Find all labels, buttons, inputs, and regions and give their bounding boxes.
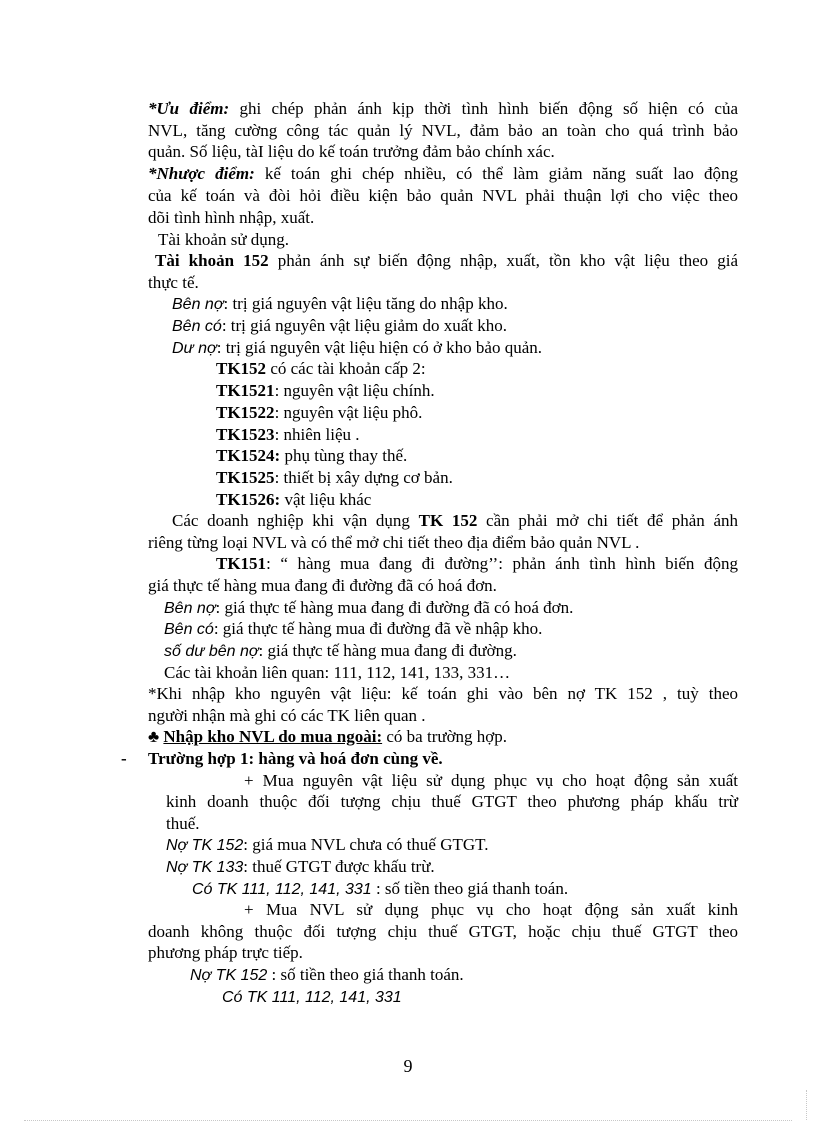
disadvantage-line-1: [148, 163, 738, 184]
journal-account: Nợ TK 152: [166, 837, 244, 854]
case-1-title: Trường hợp 1: hàng và hoá đơn cùng về.: [148, 749, 443, 768]
tk151-debit: [164, 597, 573, 619]
sub-account-item: [216, 358, 426, 379]
item-1-line-1: + Mua nguyên vật liệu sử dụng phục vụ cho hoạt động sản xuất: [244, 771, 738, 790]
journal-entry: [166, 834, 489, 856]
tk152-balance-label: Dư nợ: [172, 340, 217, 357]
disadvantage-line-3: dõi tình hình nhập, xuất.: [148, 208, 315, 227]
journal-text: : số tiền theo giá thanh toán.: [371, 879, 569, 898]
sub-account-item: [216, 489, 371, 510]
tk151-code: TK151: [216, 554, 267, 573]
sub-account-code: TK1522: [216, 403, 275, 422]
section-text: có ba trường hợp.: [382, 727, 508, 746]
advantage-line-1: [148, 98, 738, 119]
page-border-bottom: [24, 1120, 792, 1121]
sub-account-code: TK1521: [216, 381, 275, 400]
disadvantage-line-2: của kế toán và đòi hỏi điều kiện bảo quản NVL phải thuận lợi cho việc theo: [148, 186, 738, 205]
tk151-balance-text: : giá thực tế hàng mua đang đi đường.: [258, 641, 517, 660]
sub-account-code: TK1525: [216, 468, 275, 487]
section-title: Nhập kho NVL do mua ngoài:: [163, 727, 383, 746]
tk151-line-1: [216, 553, 738, 574]
sub-account-item: [216, 445, 407, 466]
journal-account: Có TK 111, 112, 141, 331: [192, 881, 372, 898]
advantage-label: *Ưu điểm:: [148, 99, 230, 118]
tk152-line-1: [155, 250, 738, 271]
related-accounts: Các tài khoản liên quan: 111, 112, 141, 133, 331…: [164, 663, 511, 682]
journal-entry: [166, 856, 435, 878]
item-2-line-1: + Mua NVL sử dụng phục vụ cho hoạt động sản xuất kinh: [244, 900, 738, 919]
sub-account-text: vật liệu khác: [280, 490, 372, 509]
tk152-balance: [172, 337, 542, 359]
tk151-debit-text: : giá thực tế hàng mua đang đi đường đã có hoá đơn.: [215, 598, 574, 617]
import-note-line-1: *Khi nhập kho nguyên vật liệu: kế toán ghi vào bên nợ TK 152 , tuỳ theo: [148, 684, 738, 703]
tk151-credit: [164, 618, 542, 640]
journal-account: Nợ TK 133: [166, 859, 244, 876]
journal-entry: [190, 964, 464, 986]
enterprise-note-pre: Các doanh nghiệp khi vận dụng: [172, 511, 419, 530]
journal-entry: [222, 986, 402, 1008]
sub-account-item: [216, 467, 453, 488]
tk152-label: Tài khoản 152: [155, 251, 269, 270]
sub-account-code: TK152: [216, 359, 267, 378]
journal-account: Nợ TK 152: [190, 967, 268, 984]
sub-account-text: : nguyên vật liệu chính.: [274, 381, 435, 400]
item-2-line-3: phương pháp trực tiếp.: [148, 943, 303, 962]
sub-account-item: [216, 380, 435, 401]
sub-account-code: TK1524:: [216, 446, 281, 465]
section-heading: [148, 726, 507, 747]
tk151-balance-label: số dư bên nợ: [164, 643, 259, 660]
advantage-text-1: ghi chép phản ánh kịp thời tình hình biến động số hiện có của: [229, 99, 739, 118]
enterprise-note-line-1: [172, 510, 738, 531]
journal-entry: [192, 878, 568, 900]
sub-account-text: : thiết bị xây dựng cơ bản.: [274, 468, 453, 487]
page-border-right: [806, 1090, 807, 1120]
item-2-line-2: doanh không thuộc đối tượng chịu thuế GTGT, hoặc chịu thuế GTGT theo: [148, 922, 738, 941]
disadvantage-label: *Nhược điểm:: [148, 164, 255, 183]
sub-account-text: phụ tùng thay thế.: [280, 446, 408, 465]
sub-account-text: : nhiên liệu .: [274, 425, 360, 444]
sub-account-item: [216, 424, 360, 445]
journal-account: Có TK 111, 112, 141, 331: [222, 989, 402, 1006]
tk151-balance: [164, 640, 517, 662]
tk152-credit: [172, 315, 507, 337]
tk151-credit-label: Bên có: [164, 621, 214, 638]
item-1-line-2: kinh doanh thuộc đối tượng chịu thuế GTGT theo phương pháp khấu trừ: [166, 792, 738, 811]
case-dash: -: [121, 749, 127, 768]
club-bullet-icon: ♣: [148, 727, 160, 746]
tk152-debit: [172, 293, 508, 315]
sub-account-code: TK1523: [216, 425, 275, 444]
tk152-debit-label: Bên nợ: [172, 296, 224, 313]
page-number: 9: [403, 1056, 413, 1076]
tk152-credit-text: : trị giá nguyên vật liệu giảm do xuất kho.: [221, 316, 507, 335]
tk151-line-2: giá thực tế hàng mua đang đi đường đã có hoá đơn.: [148, 576, 497, 595]
sub-account-item: [216, 402, 422, 423]
tk152-line-2: thực tế.: [148, 273, 199, 292]
enterprise-note-line-2: riêng từng loại NVL và có thể mở chi tiết theo địa điểm bảo quản NVL .: [148, 533, 640, 552]
enterprise-note-post: cần phải mở chi tiết để phản ánh: [477, 511, 739, 530]
journal-text: : số tiền theo giá thanh toán.: [267, 965, 464, 984]
disadvantage-text-1: kế toán ghi chép nhiều, có thể làm giảm năng suất lao động: [254, 164, 738, 183]
sub-account-code: TK1526:: [216, 490, 281, 509]
journal-text: : giá mua NVL chưa có thuế GTGT.: [243, 835, 489, 854]
tk152-balance-text: : trị giá nguyên vật liệu hiện có ở kho bảo quản.: [216, 338, 543, 357]
tk152-credit-label: Bên có: [172, 318, 222, 335]
import-note-line-2: người nhận mà ghi có các TK liên quan .: [148, 706, 426, 725]
tk151-debit-label: Bên nợ: [164, 600, 216, 617]
advantage-line-2: NVL, tăng cường công tác quản lý NVL, đảm bảo an toàn cho quá trình bảo: [148, 121, 738, 140]
item-1-line-3: thuế.: [166, 814, 200, 833]
tk152-text-1: phản ánh sự biến động nhập, xuất, tồn kho vật liệu theo giá: [268, 251, 738, 270]
journal-text: : thuế GTGT được khấu trừ.: [243, 857, 435, 876]
enterprise-note-code: TK 152: [418, 511, 478, 530]
account-used-heading: Tài khoản sử dụng.: [158, 230, 290, 249]
tk152-debit-text: : trị giá nguyên vật liệu tăng do nhập kho.: [223, 294, 508, 313]
advantage-line-3: quản. Số liệu, tàI liệu do kế toán trưởng đảm bảo chính xác.: [148, 142, 555, 161]
tk151-text-1: : “ hàng mua đang đi đường’’: phản ánh tình hình biến động: [266, 554, 738, 573]
sub-account-text: : nguyên vật liệu phô.: [274, 403, 423, 422]
tk151-credit-text: : giá thực tế hàng mua đi đường đã về nhập kho.: [213, 619, 543, 638]
sub-account-text: có các tài khoản cấp 2:: [266, 359, 426, 378]
